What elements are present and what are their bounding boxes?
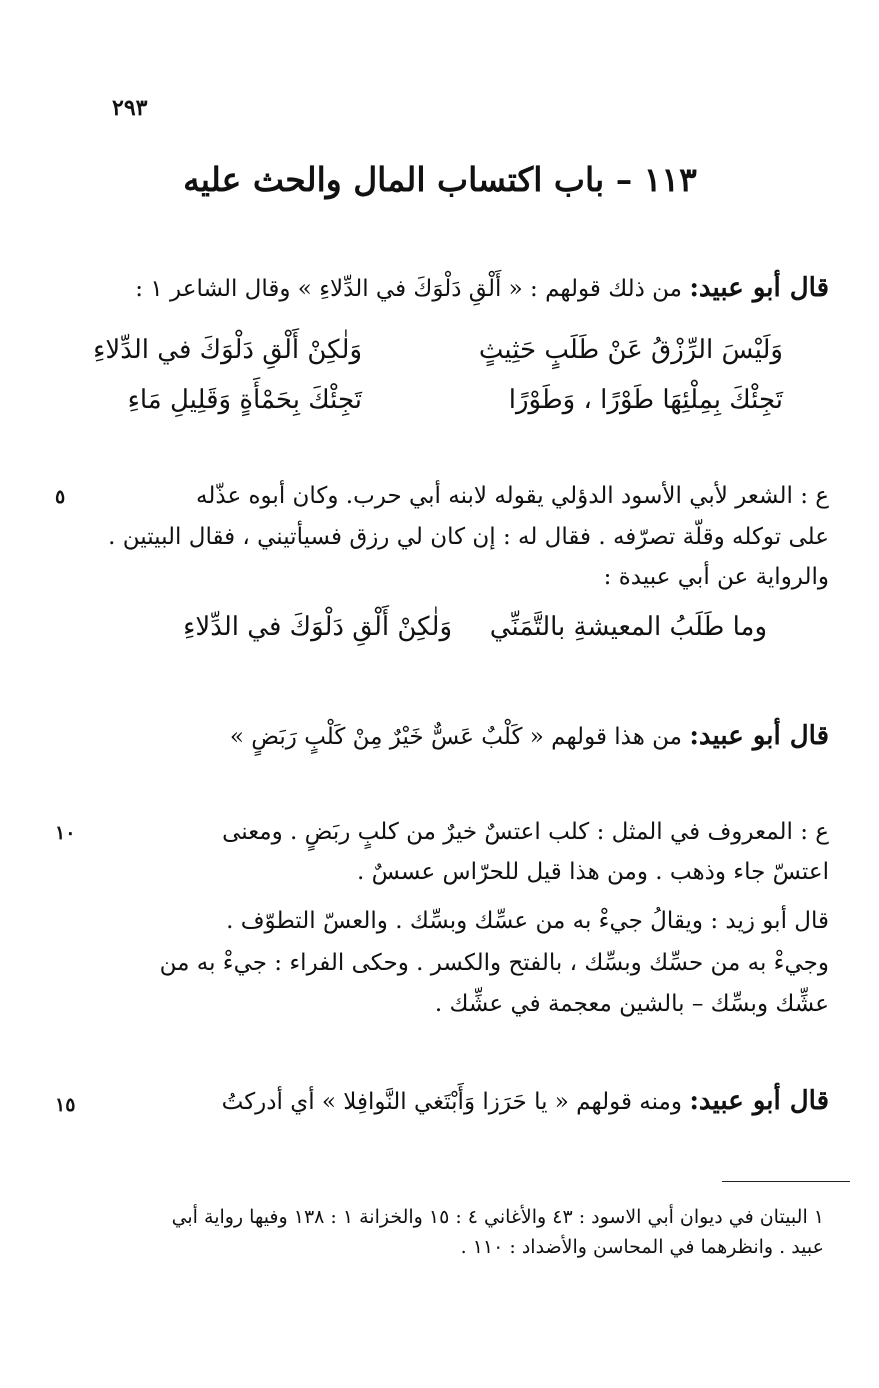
section3-text: ومنه قولهم « يا حَرَزا وَأَبْتَغي النَّوافِلا » أي أدركتُ [221, 1089, 682, 1115]
verse1-first-hemistich: وَلَيْسَ الرِّزْقُ عَنْ طَلَبٍ حَثِيثٍ [478, 335, 783, 365]
section2-lead: قال أبو عبيد: [689, 721, 829, 751]
section3-intro [84, 1085, 829, 1118]
comment1-line3: والرواية عن أبي عبيدة : [603, 564, 829, 590]
section2-text: من هذا قولهم « كَلْبٌ عَسٌّ خَيْرٌ مِنْ كَلْبٍ رَبَضٍ » [229, 724, 682, 750]
comment2-line4: وجيءْ به من حسِّك وبسِّك ، بالفتح والكسر . وحكى الفراء : جيءْ به من [159, 950, 829, 976]
line-number-5: ٥ [55, 486, 66, 508]
variant-verse-first-hemistich: وما طَلَبُ المعيشةِ بالتَّمَنِّي [489, 612, 767, 642]
footnote-separator [722, 1181, 850, 1182]
verse2-first-hemistich: تَجِئْكَ بِمِلْئِهَا طَوْرًا ، وَطَوْرًا [508, 385, 783, 415]
verse2-second-hemistich: تَجِئْكَ بِحَمْأَةٍ وَقَلِيلِ مَاءِ [127, 385, 362, 415]
section1-lead: قال أبو عبيد: [689, 273, 829, 303]
comment2-line5: عشِّك وبسِّك – بالشين معجمة في عشِّك . [434, 991, 829, 1017]
chapter-title: ١١٣ – باب اكتساب المال والحث عليه [183, 160, 697, 199]
line-number-10: ١٠ [55, 822, 76, 844]
line-number-15: ١٥ [55, 1094, 76, 1116]
section2-intro [84, 720, 829, 753]
comment1-line1: ع : الشعر لأبي الأسود الدؤلي يقوله لابنه أبي حرب. وكان أبوه عذّله [196, 483, 829, 509]
comment2-line2: اعتسّ جاء وذهب . ومن هذا قيل للحرّاس عسسٌ . [357, 859, 829, 885]
page-number: ٢٩٣ [112, 95, 148, 121]
section1-intro [84, 272, 829, 305]
comment2-line3: قال أبو زيد : ويقالُ جيءْ به من عسِّك وبسِّك . والعسّ التطوّف . [226, 908, 829, 934]
comment2-line1: ع : المعروف في المثل : كلب اعتسٌ خيرٌ من كلبٍ ربَضٍ . ومعنى [222, 819, 829, 845]
footnote-line1: ١ البيتان في ديوان أبي الاسود : ٤٣ والأغاني ٤ : ١٥ والخزانة ١ : ١٣٨ وفيها رواية أبي [171, 1206, 824, 1228]
variant-verse-second-hemistich: وَلٰكِنْ أَلْقِ دَلْوَكَ في الدِّلاءِ [183, 612, 452, 642]
section3-lead: قال أبو عبيد: [689, 1086, 829, 1116]
footnote-line2: عبيد . وانظرهما في المحاسن والأضداد : ١١٠ . [460, 1236, 824, 1258]
section1-text: من ذلك قولهم : « أَلْقِ دَلْوَكَ في الدِّلاءِ » وقال الشاعر ١ : [135, 276, 682, 302]
comment1-line2: على توكله وقلّة تصرّفه . فقال له : إن كان لي رزق فسيأتيني ، فقال البيتين . [108, 524, 829, 550]
verse1-second-hemistich: وَلٰكِنْ أَلْقِ دَلْوَكَ في الدِّلاءِ [93, 335, 362, 365]
